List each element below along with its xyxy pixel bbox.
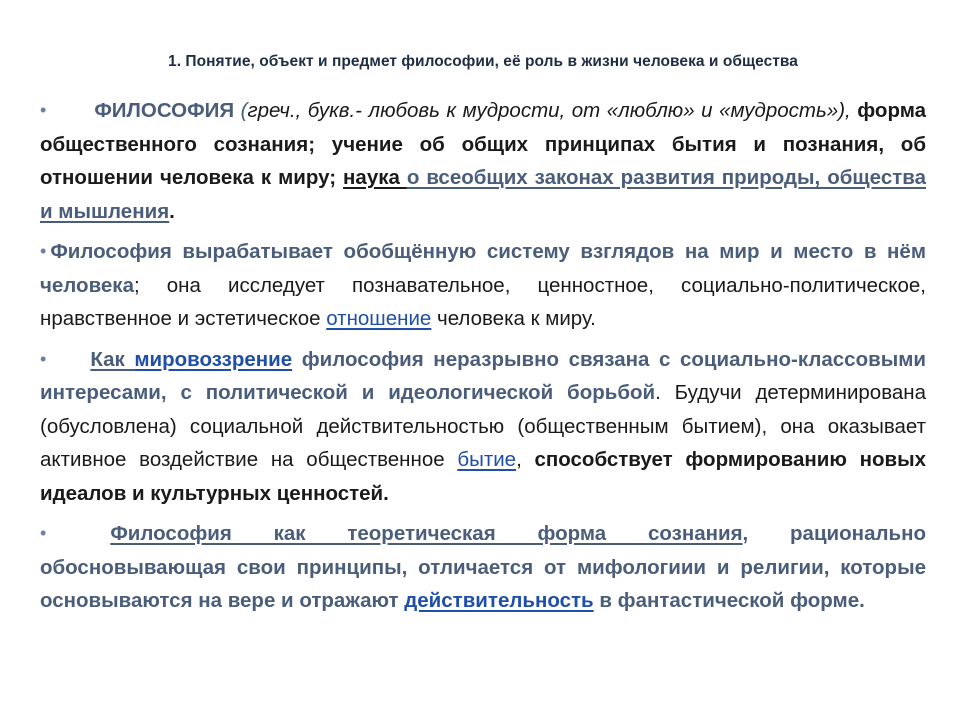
text-segment: в фантастической форме. <box>593 589 865 612</box>
text-segment: ФИЛОСОФИЯ <box>94 99 235 122</box>
bullet-marker: • <box>40 241 47 261</box>
text-segment: форма общественного сознания; учение об общих принципах бытия и познания, об отношении человека к миру; <box>40 99 926 189</box>
text-segment: греч., букв.- любовь к мудрости, от «люблю» и «мудрость»), <box>247 99 858 122</box>
text-segment: о всеобщих законах развития природы, общества и мышления <box>40 166 926 223</box>
term-link[interactable]: действительность <box>404 589 594 612</box>
text-segment: . <box>169 199 175 223</box>
text-segment: Философия вырабатывает обобщённую систему взглядов на мир и место в нём человека <box>40 240 926 297</box>
bullet-marker: • <box>40 523 47 543</box>
text-segment: Как <box>90 347 135 371</box>
bullet-paragraph <box>40 94 926 228</box>
slide-title: 1. Понятие, объект и предмет философии, её роль в жизни человека и общества <box>168 53 798 70</box>
text-segment: способствует формированию новых идеалов и культурных ценностей. <box>40 448 926 505</box>
bullet-list <box>40 94 926 618</box>
text-segment: философия неразрывно связана с социально-классовыми интересами, с политической и идеологической борьбой <box>40 347 926 404</box>
text-segment: . Будучи детерминирована (обусловлена) социальной действительностью (общественным бытием), она оказывает активное воздействие на общественное <box>40 381 926 471</box>
text-segment: , <box>516 448 535 471</box>
term-link[interactable]: бытие <box>457 448 517 471</box>
text-segment: , рационально обосновывающая свои принципы, отличается от мифологиии и религии, которые основываются на вере и отражают <box>40 522 926 612</box>
bullet-paragraph <box>40 343 926 511</box>
text-segment: ; она исследует познавательное, ценностное, социально-политическое, нравственное и эстетическое <box>40 273 926 330</box>
text-segment: ( <box>234 99 248 122</box>
bullet-marker: • <box>40 348 47 369</box>
text-segment: человека к миру. <box>431 307 596 330</box>
text-segment: наука <box>343 166 407 189</box>
bullet-paragraph <box>40 517 926 618</box>
term-link[interactable]: отношение <box>326 307 432 330</box>
bullet-marker: • <box>40 100 47 120</box>
term-link[interactable]: мировоззрение <box>134 347 293 371</box>
bullet-paragraph <box>40 235 926 336</box>
text-segment: Философия как теоретическая форма сознания <box>110 522 743 545</box>
